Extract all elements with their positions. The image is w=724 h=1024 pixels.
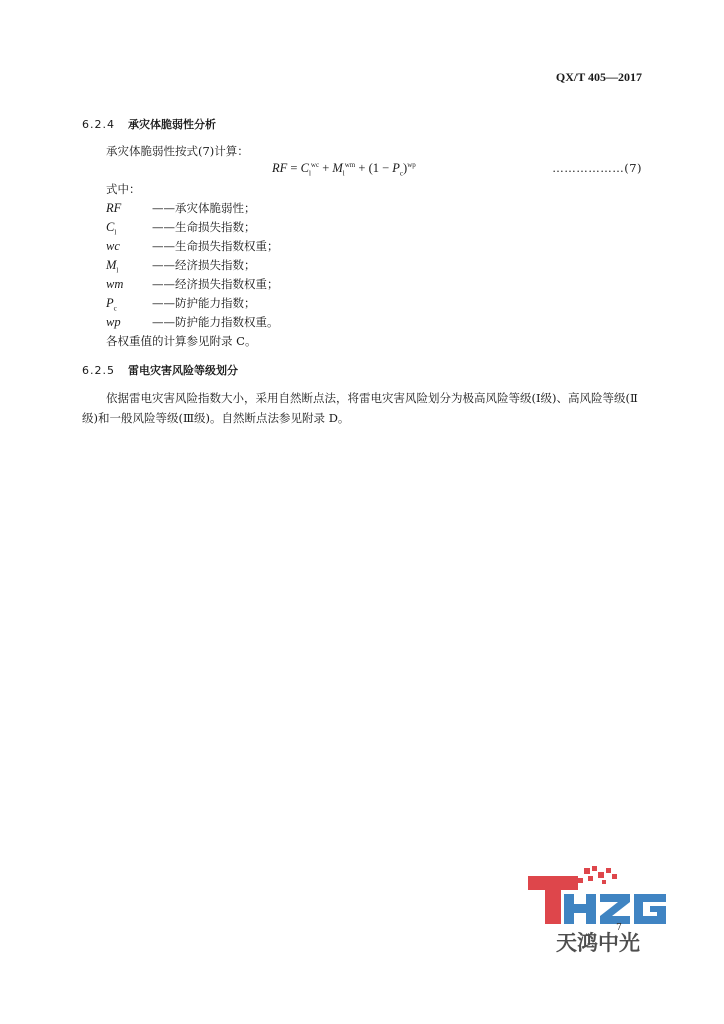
weights-note: 各权重值的计算参见附录 C。 (106, 334, 257, 348)
equation-number: ………………(7) (552, 161, 642, 175)
section-heading-6-2-4 (82, 116, 216, 132)
section-number: 6.2.5 (82, 364, 115, 377)
section-heading-6-2-5 (82, 362, 238, 378)
risk-level-paragraph: 依据雷电灾害风险指数大小，采用自然断点法，将雷电灾害风险划分为极高风险等级(Ⅰ级)、高风险等级(Ⅱ级)和一般风险等级(Ⅲ级)。自然断点法参见附录 D。 (82, 391, 638, 425)
definition-row: wm ——经济损失指数权重； (106, 277, 279, 291)
formula-7: RF = $C_l^{wc} + M_l^{wm} + (1 - P_c)^{wp}$ (272, 161, 416, 178)
definition-row: RF ——承灾体脆弱性； (106, 201, 256, 215)
definition-row: $C_l$ ——生命损失指数； (106, 220, 256, 237)
where-label: 式中： (106, 182, 141, 196)
formula-intro: 承灾体脆弱性按式(7)计算： (106, 144, 249, 158)
standard-code: QX/T 405—2017 (555, 70, 642, 84)
definition-row: wp ——防护能力指数权重。 (106, 315, 279, 329)
definition-row: $P_c$ ——防护能力指数； (106, 296, 256, 313)
section-title: 承灾体脆弱性分析 (128, 118, 216, 131)
thzg-watermark-logo (526, 866, 670, 956)
definition-row: wc ——生命损失指数权重； (106, 239, 279, 253)
page-number: 7 (616, 923, 622, 933)
watermark-chinese-text: 天鸿中光 (556, 931, 640, 955)
section-title: 雷电灾害风险等级划分 (128, 364, 238, 377)
definition-row: $M_l$ ——经济损失指数； (106, 258, 256, 275)
section-number: 6.2.4 (82, 118, 115, 131)
